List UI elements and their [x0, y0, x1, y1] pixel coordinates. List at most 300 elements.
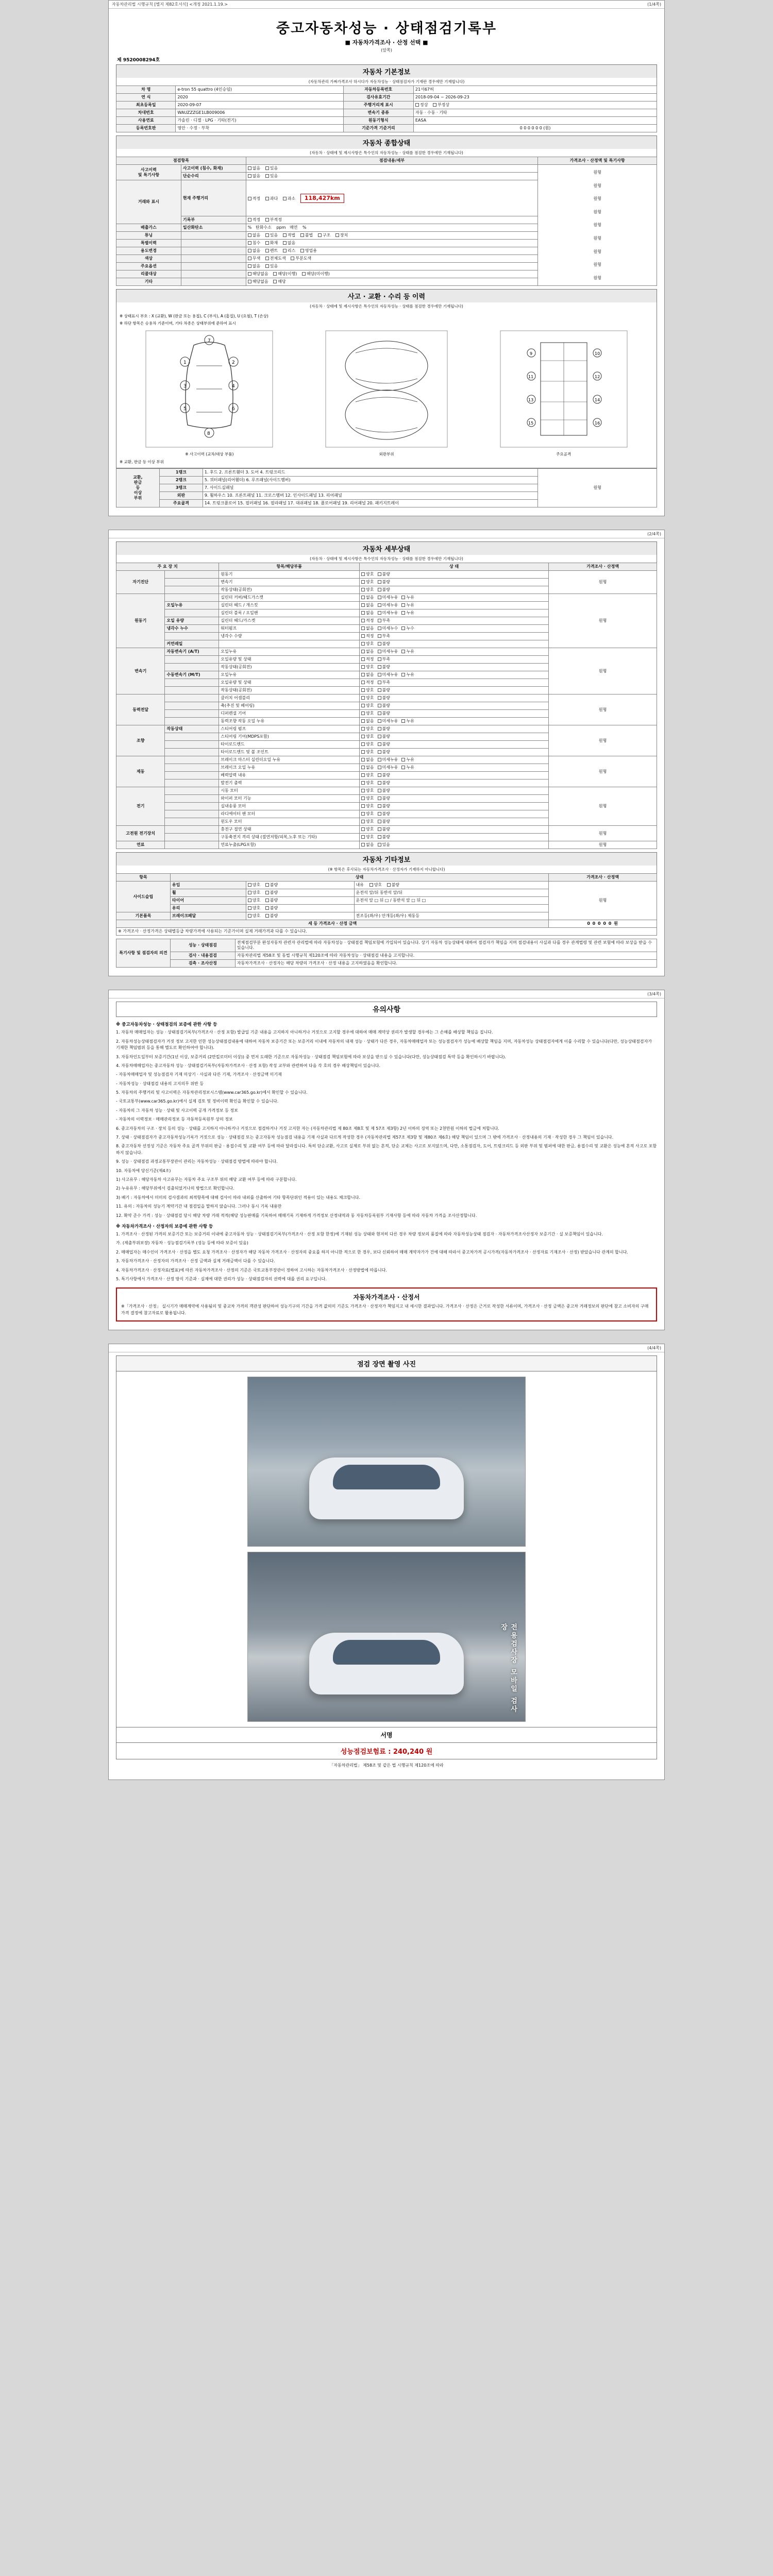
checkbox-누유[interactable]: [401, 719, 405, 723]
checkbox-sideslip-out-ok[interactable]: [369, 883, 373, 887]
detail-item-label: 발전기 출력: [219, 779, 360, 787]
col-head-content: 점검내용/세부: [246, 157, 537, 165]
checkbox-누수[interactable]: [401, 626, 405, 630]
checkbox-양호[interactable]: [361, 588, 365, 591]
checkbox-없음[interactable]: [361, 596, 365, 599]
notice-paragraph: 2. 매매업자는 매수인이 가격조사 · 산정을 별도 요청 가격조사 · 산정자가 해당 자동차 가격조사 · 산정자의 중요를 하지 아니한 적으로 한 경우, 보다 신뢰하여 매매 계약자가가 건에 대해 따라서 중고차가격 공시가격(자동차가격조사 · 산정자료 기재조사 · 산정) 받았습니다 관계의 합니다.: [116, 1249, 628, 1255]
checkbox-불량[interactable]: [378, 820, 381, 823]
checkbox-양호[interactable]: [361, 711, 365, 715]
detail-part-label: [165, 787, 219, 795]
checkbox-simple-none[interactable]: [248, 174, 251, 178]
checkbox-미세누유[interactable]: [378, 650, 381, 653]
checkbox-양호[interactable]: [361, 665, 365, 669]
notice-paragraph: 4. 자동차가격조사 · 산정자료(별표)에 따른 자동차가격조사 · 산정의 기준은 국토교통부장관이 정하여 고시하는 자동차가격조사 · 산정방법에 따릅니다.: [116, 1267, 387, 1273]
svg-text:4: 4: [232, 384, 236, 389]
car-frame-diagram: [499, 330, 628, 448]
label-transmission: 변속기 종류: [343, 109, 413, 117]
checkbox-누유[interactable]: [401, 650, 405, 653]
detail-col-3: 가격조사 · 산정액: [549, 563, 657, 571]
rank-0: 1랭크: [159, 469, 203, 477]
value-transmission: 자동 · 수동 · 기타: [413, 109, 657, 117]
detail-part-label: [165, 718, 219, 725]
detail-options: 없음 미세누수 누수: [360, 625, 549, 633]
notice-paragraphs-2: [116, 1231, 657, 1282]
notice-paragraph: - 자동차성능 · 상태점검 내용의 고지의무 위반 등: [116, 1081, 204, 1086]
checkbox-양호[interactable]: [361, 781, 365, 785]
detail-options: 양호 불량: [360, 586, 549, 594]
rank-1: 2랭크: [159, 477, 203, 484]
detail-options: 양호 불량: [360, 571, 549, 579]
figure-mid: [325, 330, 448, 457]
label-basic-items: 기본품목: [116, 912, 171, 920]
detail-item-label: 오일누유: [219, 648, 360, 656]
detail-item-label: 실린더 커버/헤드가스켓: [219, 594, 360, 602]
figure-left-caption: ※ 사고이력 (교차/대상 부품): [185, 452, 234, 457]
label-inspection-valid: 검사유효기간: [343, 94, 413, 101]
value-reg-no: 21서67허: [413, 86, 657, 94]
notice-paragraphs-1: [116, 1029, 657, 1219]
checkbox-color-full[interactable]: [265, 257, 269, 260]
label-rank-group: 교환, 판금 등 이상 부위: [116, 469, 160, 507]
checkbox-accident-yes[interactable]: [265, 166, 269, 170]
svg-text:16: 16: [594, 421, 600, 426]
label-change-use: 배출가스: [116, 224, 181, 232]
svg-text:12: 12: [594, 375, 600, 380]
figure-right-caption: 주요골격: [556, 452, 572, 457]
detail-part-label: [165, 841, 219, 849]
col-head-item: 점검항목: [116, 157, 246, 165]
photo-watermark: 전용검사장 모바일 검사장: [499, 1623, 517, 1714]
others-left-opts-2: 양호 불량: [246, 897, 354, 905]
checkbox-미세누유[interactable]: [378, 673, 381, 676]
checkbox-없음[interactable]: [361, 650, 365, 653]
section-overall-title: 자동차 종합상태: [116, 135, 657, 149]
detail-part-label: [165, 579, 219, 586]
checkbox-불량[interactable]: [378, 711, 381, 715]
svg-text:15: 15: [528, 421, 533, 426]
others-price: 원형: [549, 882, 657, 920]
checkbox-glass-ng[interactable]: [265, 906, 269, 910]
detail-price-cell: 원형: [549, 571, 657, 594]
notice-paragraph: 12. 확약 준수 가격 : 성능 · 상태점검 당시 해당 차량 거래 적적(해당 성능판매를 기록하여 매매기록 기재하게 가격정보 산정내역과 동 자동차등록원부 기재사항 등에 따라 자동차 가격을 조사산정합니다.: [116, 1213, 477, 1218]
checkbox-불량[interactable]: [378, 572, 381, 576]
page-number: (1/4쪽): [647, 2, 661, 7]
checkbox-있음[interactable]: [378, 843, 381, 846]
detail-part-label: [165, 741, 219, 749]
row-label-5: [181, 247, 246, 255]
checkbox-record-ok[interactable]: [248, 218, 251, 222]
checkbox-tuning-yes[interactable]: [265, 233, 269, 237]
table-row: [116, 756, 657, 764]
row-opts-5: 없음 렌트 리스 영업용: [246, 247, 537, 255]
row-opts-3: 없음 있음 적법 불법 구조 장치: [246, 232, 537, 240]
checkbox-불량[interactable]: [378, 796, 381, 800]
checkbox-양호[interactable]: [361, 789, 365, 792]
others-left-4: 브레이크페달: [170, 912, 246, 920]
detail-part-label: [165, 772, 219, 779]
checkbox-없음[interactable]: [361, 758, 365, 761]
checkbox-없음[interactable]: [361, 843, 365, 846]
section-overall-note: (자동차 · 상태에 및 제시사항은 특수인의 자동차성능 · 상태를 점검한 경우에만 기재됩니다): [116, 149, 657, 157]
checkbox-불량[interactable]: [378, 789, 381, 792]
detail-item-label: 오일누유: [219, 671, 360, 679]
detail-price-cell: 원형: [549, 841, 657, 849]
checkbox-미세누유[interactable]: [378, 766, 381, 769]
checkbox-불량[interactable]: [378, 704, 381, 707]
detail-options: 없음 미세누유 누유: [360, 594, 549, 602]
others-left-opts-3: 양호 불량: [246, 905, 354, 912]
checkbox-양호[interactable]: [361, 572, 365, 576]
checkbox-불량[interactable]: [378, 588, 381, 591]
detail-group-label: 동력전달: [116, 694, 165, 725]
notice-paragraph: 10. 자동차에 당신기준(제4조): [116, 1168, 171, 1173]
checkbox-누유[interactable]: [401, 673, 405, 676]
checkbox-불량[interactable]: [378, 804, 381, 808]
checkbox-record-ng[interactable]: [265, 218, 269, 222]
page-4-number: (4/4쪽): [647, 1346, 661, 1351]
checkbox-recall-done[interactable]: [273, 272, 277, 276]
notice-paragraph: 3. 자동차인도일부터 보증기간(1년 이상, 보증거리 (2만킬로미터 이상)) 중 먼저 도래한 기준으로 자동차성능 · 상태점검 책임보험에 따라 보상을 받으실 수 있습니다(다만, 성능상태점검 특약 등을 확인하시기 바랍니다).: [116, 1054, 506, 1059]
page-title: 중고자동차성능 · 상태점검기록부: [276, 21, 497, 37]
detail-item-label: 냉각수 수량: [219, 633, 360, 640]
detail-item-label: 브레이크 마스터 실린더오일 누유: [219, 756, 360, 764]
page-footnote: 「자동차관리법」 제58조 및 같은 법 시행규칙 제120조에 따라: [329, 1763, 444, 1768]
checkbox-brake-ok[interactable]: [248, 914, 251, 918]
checkbox-불량[interactable]: [378, 773, 381, 777]
checkbox-recall-undone[interactable]: [302, 272, 306, 276]
checkbox-불량[interactable]: [378, 812, 381, 816]
checkbox-양호[interactable]: [361, 820, 365, 823]
checkbox-누유[interactable]: [401, 766, 405, 769]
checkbox-brake-ng[interactable]: [265, 914, 269, 918]
others-left-opts-0: 양호 불량: [246, 882, 354, 889]
checkbox-누유[interactable]: [401, 758, 405, 761]
checkbox-양호[interactable]: [361, 773, 365, 777]
checkbox-accident-none[interactable]: [248, 166, 251, 170]
photo-rear: [247, 1552, 526, 1722]
checkbox-미세누유[interactable]: [378, 758, 381, 761]
rank-2: 3랭크: [159, 484, 203, 492]
others-right-2: 운전석 앞 □ 뒤 □ / 동반석 앞 □ 뒤 □: [354, 897, 549, 905]
checkbox-적정[interactable]: [361, 619, 365, 622]
checkbox-부족[interactable]: [378, 657, 381, 661]
checkbox-양호[interactable]: [361, 580, 365, 584]
detail-rows: [116, 571, 657, 849]
page-2-header: [109, 530, 664, 538]
checkbox-mileage-less[interactable]: [283, 197, 287, 200]
car-outline-side: [325, 330, 448, 448]
detail-part-label: [165, 749, 219, 756]
checkbox-wheel-ok[interactable]: [248, 891, 251, 894]
checkbox-wheel-ng[interactable]: [265, 891, 269, 894]
checkbox-미세누유[interactable]: [378, 719, 381, 723]
detail-col-1: 항목/해당부품: [219, 563, 360, 571]
checkbox-적정[interactable]: [361, 657, 365, 661]
checkbox-불량[interactable]: [378, 750, 381, 754]
detail-options: 없음 미세누유 누유: [360, 648, 549, 656]
others-left-3: 유리: [170, 905, 246, 912]
detail-item-label: 클러치 어셈블리: [219, 694, 360, 702]
checkbox-color-original[interactable]: [248, 257, 251, 260]
checkbox-없음[interactable]: [361, 719, 365, 723]
checkbox-불량[interactable]: [378, 665, 381, 669]
detail-part-label: [165, 594, 219, 602]
checkbox-양호[interactable]: [361, 827, 365, 831]
checkbox-etc-yes[interactable]: [273, 280, 277, 283]
rank-price: 원형: [538, 469, 657, 507]
checkbox-불량[interactable]: [378, 688, 381, 692]
figure-right: [499, 330, 628, 457]
row-label-2: 일산화탄소: [181, 224, 246, 232]
checkbox-불량[interactable]: [378, 742, 381, 746]
detail-part-label: 냉각수 누수: [165, 625, 219, 633]
checkbox-odometer-normal[interactable]: [415, 103, 419, 107]
checkbox-불량[interactable]: [378, 735, 381, 738]
svg-text:2: 2: [232, 360, 236, 366]
detail-options: 양호 불량: [360, 725, 549, 733]
section-basic-note: (자동차관리 가짜가격조사 하시다가 자동차성능 · 상태점검자가 기재란 경우에만 기재합니다): [116, 78, 657, 86]
checkbox-simple-yes[interactable]: [265, 174, 269, 178]
checkbox-tire-ok[interactable]: [248, 899, 251, 902]
detail-item-label: 변속기: [219, 579, 360, 586]
label-mileage-state: 거래와 표시: [116, 180, 181, 224]
checkbox-flood[interactable]: [248, 241, 251, 245]
detail-part-label: [165, 702, 219, 710]
checkbox-양호[interactable]: [361, 727, 365, 731]
notice-paragraph: 6. 중고자동차의 구조 · 장치 등의 성능 · 상태를 고지하지 아니하거나 거짓으로 점검하거나 거짓 고지한 자는 (자동차관리법 제 80조 제8호 및 제 57조 제3항) 2년 이하의 징역 또는 2천만원 이하의 벌금에 처합니다.: [116, 1126, 499, 1131]
others-left-2: 타이어: [170, 897, 246, 905]
detail-options: 없음 있음: [360, 841, 549, 849]
doc-subnote: (앞쪽): [381, 48, 392, 53]
checkbox-양호[interactable]: [361, 735, 365, 738]
checkbox-누유[interactable]: [401, 611, 405, 615]
row-opts-2: % 탄화수소 ppm 매연 %: [246, 224, 537, 232]
checkbox-양호[interactable]: [361, 742, 365, 746]
checkbox-양호[interactable]: [361, 796, 365, 800]
detail-item-label: 실린더 헤드 / 개스킷: [219, 602, 360, 609]
checkbox-부족[interactable]: [378, 681, 381, 684]
detail-item-label: 라디에이터 팬 모터: [219, 810, 360, 818]
detail-group-label: 조향: [116, 725, 165, 756]
detail-item-label: 실린더 헤드/가스켓: [219, 617, 360, 625]
table-row: [116, 571, 657, 579]
section-others-title: 자동차 기타정보: [116, 852, 657, 866]
detail-options: 양호 불량: [360, 818, 549, 826]
checkbox-불량[interactable]: [378, 835, 381, 839]
checkbox-mileage-normal[interactable]: [248, 197, 251, 200]
checkbox-양호[interactable]: [361, 688, 365, 692]
checkbox-tuning-structure[interactable]: [318, 233, 322, 237]
checkbox-불량[interactable]: [378, 642, 381, 646]
row-label-4: [181, 240, 246, 247]
parts-label: ※ 교환, 판금 등 이상 부위: [120, 460, 164, 465]
checkbox-부족[interactable]: [378, 619, 381, 622]
detail-price-cell: 원형: [549, 787, 657, 826]
checkbox-부족[interactable]: [378, 634, 381, 638]
checkbox-tuning-device[interactable]: [335, 233, 339, 237]
checkbox-미세누유[interactable]: [378, 596, 381, 599]
detail-part-label: [165, 609, 219, 617]
table-row: [116, 594, 657, 602]
checkbox-tuning-illegal[interactable]: [300, 233, 304, 237]
checkbox-use-none[interactable]: [248, 249, 251, 252]
detail-part-label: [165, 826, 219, 834]
detail-item-label: 오일유량 및 상태: [219, 656, 360, 664]
checkbox-recall-na[interactable]: [248, 272, 251, 276]
row-label-6: [181, 255, 246, 263]
checkbox-불량[interactable]: [378, 727, 381, 731]
checkbox-적정[interactable]: [361, 634, 365, 638]
detail-options: 없음 미세누유 누유: [360, 756, 549, 764]
label-recall: 리콜대상: [116, 270, 181, 278]
checkbox-불량[interactable]: [378, 827, 381, 831]
others-left-0: 유입: [170, 882, 246, 889]
detail-item-label: 워터펌프: [219, 625, 360, 633]
notice-paragraph: 5. 특기사항에서 가격조사 · 산정 방식 기준과 · 실제에 대한 권리가 성능 · 상태점검자의 권력에 대를 권리 요구입니다.: [116, 1276, 327, 1281]
detail-item-label: 충전구 절연 상태: [219, 826, 360, 834]
detail-options: 양호 불량: [360, 779, 549, 787]
row-label-3: [181, 232, 246, 240]
detail-item-label: 스티어링 기어(MDPS포함): [219, 733, 360, 741]
checkbox-use-business[interactable]: [300, 249, 304, 252]
page-3-header: [109, 990, 664, 998]
label-year: 연 식: [116, 94, 176, 101]
checkbox-미세누수[interactable]: [378, 626, 381, 630]
checkbox-불량[interactable]: [378, 781, 381, 785]
others-left-opts-4: 양호 불량: [246, 912, 354, 920]
page-2: [108, 530, 665, 976]
notice-paragraph: - 국토교통부(www.car365.go.kr)에서 실제 검토 및 정비이력 확인을 확인할 수 있습니다.: [116, 1099, 279, 1104]
checkbox-sideslip-in-ok[interactable]: [248, 883, 251, 887]
checkbox-누유[interactable]: [401, 603, 405, 607]
detail-options: 양호 불량: [360, 694, 549, 702]
detail-options: 없음 미세누유 누유: [360, 718, 549, 725]
inspector-row-text-1: 자동차관리법 제58조 및 동법 시행규칙 제120조에 따라 자동차성능 · 상태점검 내용을 고지합니다.: [235, 952, 657, 960]
notice-paragraph: 8. 중고자동차 선정성 기준은 자동차 주요 골격 부위의 판금 · 용접수리 및 교환 여부 등에 따라 달라집니다. 특히 단순교환, 사고로 실제로 부위 없는 흔적, 단순 교체는 사고로 보지않으며, 다만, 소통점검자, 도어, 트렁크리드 등 외판 부위 및 범퍼에 대한 판금, 용접수리 및 교환은 성능에 흔적 사고로 포함하지 않습니다.: [116, 1144, 657, 1155]
section-accident-note: (자동차 · 상태에 및 제시사항은 특수인의 자동차성능 · 상태를 점검한 경우에만 기재됩니다): [116, 302, 657, 310]
detail-options: 양호 불량: [360, 733, 549, 741]
checkbox-special-none[interactable]: [283, 241, 287, 245]
checkbox-tuning-legal[interactable]: [283, 233, 287, 237]
checkbox-없음[interactable]: [361, 611, 365, 615]
photos-container: [116, 1371, 657, 1727]
checkbox-tire-ng[interactable]: [265, 899, 269, 902]
value-standard-mileage: 0 0 0 0 0 0 (원): [413, 125, 657, 132]
label-mileage-sub: 기록부: [181, 216, 246, 224]
checkbox-option-none[interactable]: [248, 264, 251, 268]
label-sideslip: 사이드슬립: [116, 882, 171, 912]
checkbox-color-part[interactable]: [291, 257, 294, 260]
label-reg-no: 자동차등록번호: [343, 86, 413, 94]
detail-part-label: [165, 834, 219, 841]
detail-options: 양호 불량: [360, 710, 549, 718]
detail-state-table: [116, 563, 657, 849]
detail-options: 적정 부족: [360, 656, 549, 664]
checkbox-양호[interactable]: [361, 835, 365, 839]
accident-diagram: [116, 310, 657, 468]
detail-part-label: [165, 664, 219, 671]
detail-part-label: 수동변속기 (M/T): [165, 671, 219, 679]
checkbox-불량[interactable]: [378, 696, 381, 700]
checkbox-양호[interactable]: [361, 750, 365, 754]
checkbox-양호[interactable]: [361, 804, 365, 808]
checkbox-불량[interactable]: [378, 580, 381, 584]
checkbox-양호[interactable]: [361, 642, 365, 646]
notice-paragraph: 4. 자동차매매업자는 중고자동차 성능 · 상태점검기록부(자동차가격조사 · 산정 포함) 작성 교부와 관련하여 다음 각 호의 경우 배상책임이 있습니다.: [116, 1063, 380, 1068]
checkbox-없음[interactable]: [361, 766, 365, 769]
checkbox-양호[interactable]: [361, 812, 365, 816]
checkbox-sideslip-in-ng[interactable]: [265, 883, 269, 887]
checkbox-양호[interactable]: [361, 704, 365, 707]
detail-group-label: 변속기: [116, 648, 165, 694]
row-opts-1: 없음 있음: [246, 173, 537, 180]
checkbox-미세누유[interactable]: [378, 611, 381, 615]
checkbox-option-yes[interactable]: [265, 264, 269, 268]
checkbox-tuning-none[interactable]: [248, 233, 251, 237]
photo-front: [247, 1377, 526, 1547]
detail-options: 양호 불량: [360, 687, 549, 694]
svg-text:11: 11: [528, 375, 533, 380]
svg-text:3: 3: [183, 384, 187, 389]
checkbox-odometer-abnormal[interactable]: [433, 103, 436, 107]
checkbox-etc-none[interactable]: [248, 280, 251, 283]
rank-3: 외판: [159, 492, 203, 500]
notice-paragraph: 1) 사고유무 : 해당자동차 사고유무는 자동차 주요 구조부 위의 해당 교환 여부 등에 따라 구분합니다.: [116, 1177, 297, 1182]
detail-item-label: 작동상태(공회전): [219, 586, 360, 594]
checkbox-없음[interactable]: [361, 603, 365, 607]
detail-group-label: 자기진단: [116, 571, 165, 594]
checkbox-use-rent[interactable]: [265, 249, 269, 252]
price-survey-text: ※「가격조사 · 산정」 실시기가 매매계약에 사용됨의 및 중교차 가격의 객관성 판단하여 성능기구의 기간을 가격 값의미 기준도 가격조사 · 산정자가 책임지고 내 세시한 결과입니다. 가격조사 · 산정은 근거로 작성한 서류이며, 가격조사 · 산정 금액은 중고차 거래정보의 판단에 참고 소비자의 구매가격 결정에 참고자료로 활용됩니다.: [121, 1304, 649, 1315]
detail-part-label: 커먼레일: [165, 640, 219, 648]
label-color: 색상: [116, 255, 181, 263]
others-right-3: [354, 905, 549, 912]
row-label-0: 사고이력 (침수, 화재): [181, 165, 246, 173]
detail-item-label: 브레이크 오일 누유: [219, 764, 360, 772]
checkbox-없음[interactable]: [361, 626, 365, 630]
detail-options: 없음 미세누유 누유: [360, 602, 549, 609]
detail-item-label: 작동상태(공회전): [219, 687, 360, 694]
checkbox-glass-ok[interactable]: [248, 906, 251, 910]
checkbox-누유[interactable]: [401, 596, 405, 599]
detail-item-label: 원동기: [219, 571, 360, 579]
checkbox-양호[interactable]: [361, 696, 365, 700]
table-row: [116, 648, 657, 656]
inspector-row-text-0: 전체점검부분 완성자동차 관련자 관리법에 따라 자동차성능 · 상태점검 책임보험에 가입되어 있습니다. 상기 자동차 성능상태에 대하여 점검자가 책임을 지며 점검내용이 사실과 다를 경우 관계법령 및 관련 보험에 따라 보상을 받을 수 있습니다.: [235, 939, 657, 952]
checkbox-use-lease[interactable]: [283, 249, 287, 252]
svg-text:14: 14: [594, 398, 600, 403]
section-detail-note: (자동차 · 상태에 및 제시사항은 특수인의 자동차성능 · 상태를 점검한 경우에만 기재됩니다): [116, 555, 657, 563]
rank-text-0: 1. 후드 2. 프론트휀더 3. 도어 4. 트렁크리드: [203, 469, 537, 477]
checkbox-mileage-over[interactable]: [265, 197, 269, 200]
page-3-number: (3/4쪽): [647, 992, 661, 997]
checkbox-적정[interactable]: [361, 681, 365, 684]
checkbox-fire[interactable]: [265, 241, 269, 245]
detail-group-label: 제동: [116, 756, 165, 787]
checkbox-sideslip-out-ng[interactable]: [387, 883, 391, 887]
checkbox-없음[interactable]: [361, 673, 365, 676]
label-etc: 기타: [116, 278, 181, 286]
inspector-row-text-2: 자동차가격조사 · 산정자는 해당 차량의 가격조사 · 산정 내용을 고지하였음을 확인합니다.: [235, 960, 657, 968]
others-right-0: 내유 양호 불량: [354, 882, 549, 889]
checkbox-미세누유[interactable]: [378, 603, 381, 607]
notice-paragraph: 2) 누유유무 : 해당부위에서 검출되었거나의 방법으로 확인합니다.: [116, 1186, 234, 1191]
label-special: 특별이력: [116, 240, 181, 247]
row-label-8: [181, 270, 246, 278]
section-basic-title: 자동차 기본정보: [116, 64, 657, 78]
svg-text:13: 13: [528, 398, 533, 403]
page-4-header: [109, 1344, 664, 1352]
